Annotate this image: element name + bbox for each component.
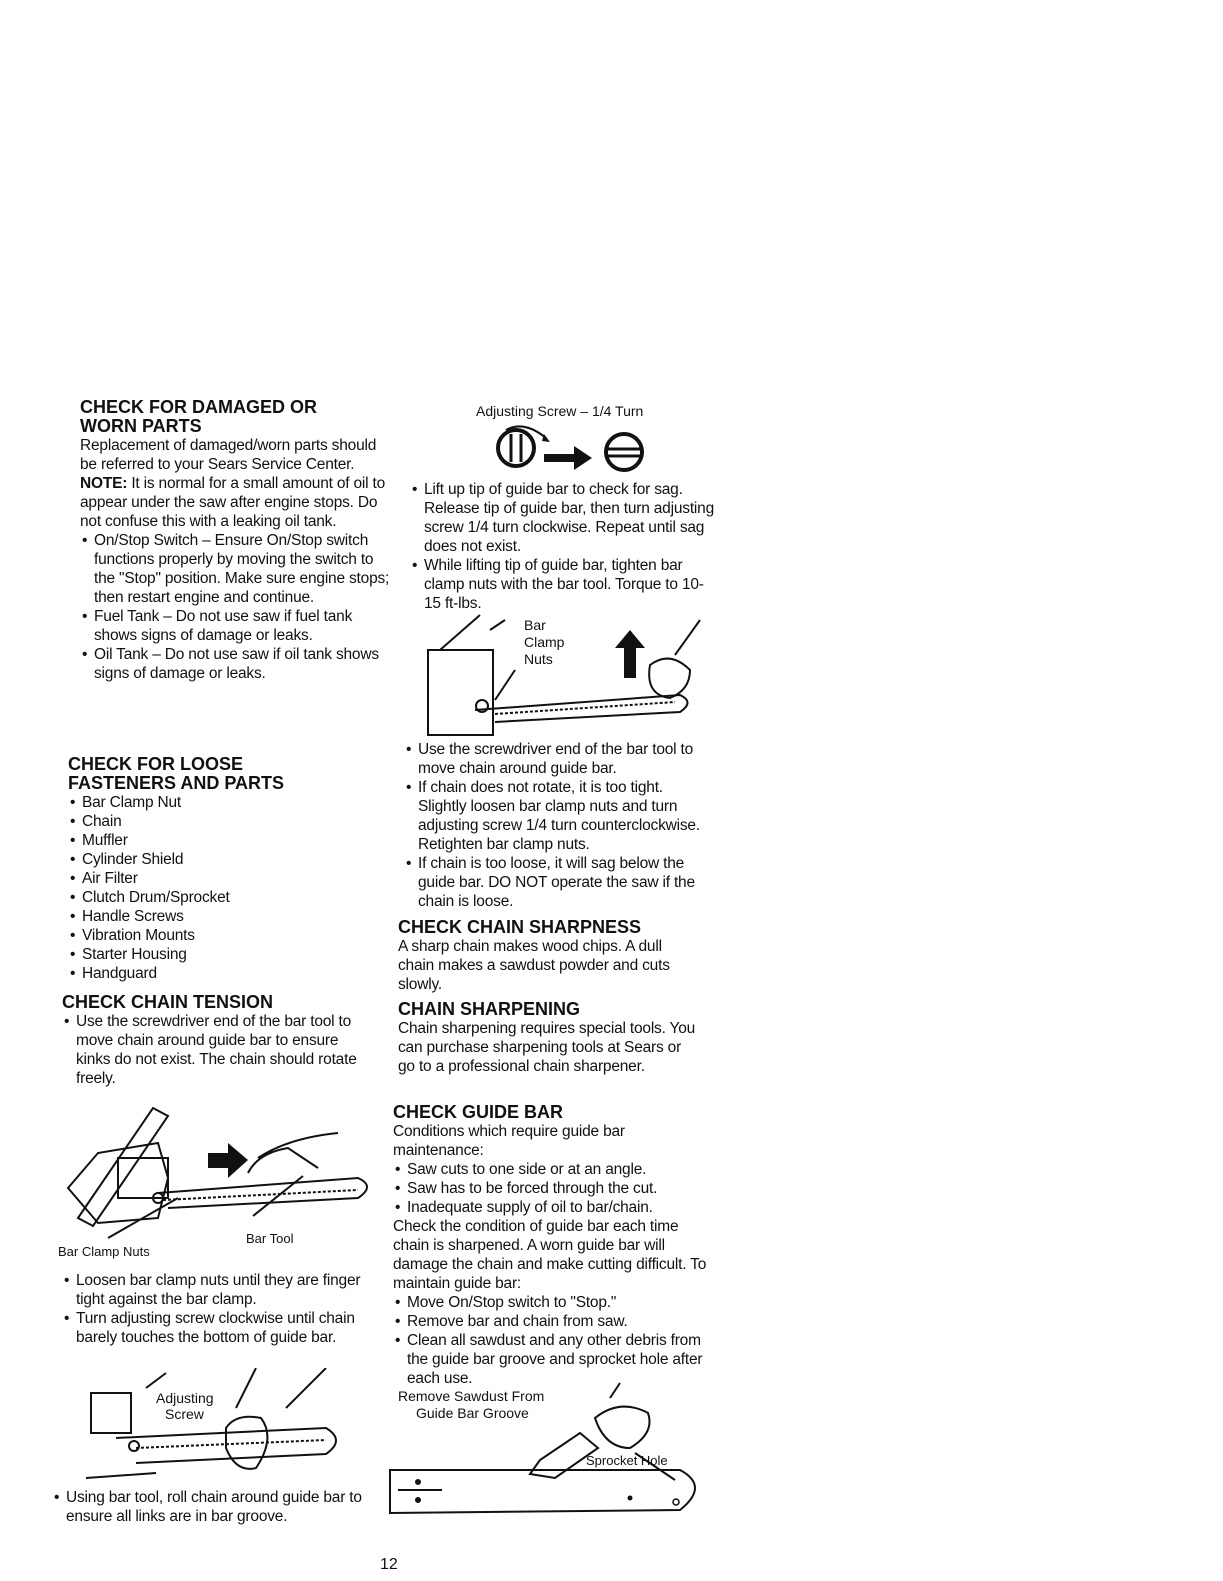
heading-sharpening: CHAIN SHARPENING bbox=[398, 999, 581, 1019]
heading-damaged-parts-2: WORN PARTS bbox=[80, 416, 202, 436]
list-item: • Air Filter bbox=[68, 869, 378, 888]
tension-list-3 bbox=[52, 1488, 382, 1526]
list-item: • Fuel Tank – Do not use saw if fuel tank shows signs of damage or leaks. bbox=[80, 607, 390, 645]
bar-tool-label: Bar Tool bbox=[246, 1231, 294, 1246]
guidebar-text: Check the condition of guide bar each time chain is sharpened. A worn guide bar will damage the chain and make cutting difficult. To maintain guide bar: bbox=[393, 1218, 707, 1292]
list-item: • Remove bar and chain from saw. bbox=[393, 1312, 713, 1331]
sharpness-text: A sharp chain makes wood chips. A dull chain makes a sawdust powder and cuts slowly. bbox=[398, 938, 670, 993]
adjusting-label: Adjusting bbox=[156, 1390, 214, 1406]
sprocket-hole-label: Sprocket Hole bbox=[586, 1453, 668, 1468]
sharpening-text: Chain sharpening requires special tools. You can purchase sharpening tools at Sears or go to a professional chain sharpener. bbox=[398, 1020, 696, 1075]
damaged-intro: Replacement of damaged/worn parts should be referred to your Sears Service Center. bbox=[80, 437, 377, 473]
list-item: • Use the screwdriver end of the bar tool to move chain around guide bar to ensure kinks do not exist. The chain should rotate freely. bbox=[62, 1012, 372, 1088]
tension-section bbox=[62, 993, 372, 1088]
tension-list-1 bbox=[62, 1012, 372, 1088]
list-item: • Turn adjusting screw clockwise until chain barely touches the bottom of guide bar. bbox=[62, 1309, 372, 1347]
heading-tension: CHECK CHAIN TENSION bbox=[62, 992, 274, 1012]
rotate-list bbox=[404, 740, 714, 911]
list-item: • While lifting tip of guide bar, tighten bar clamp nuts with the bar tool. Torque to 10-15 ft-lbs. bbox=[410, 556, 720, 613]
list-item: • If chain does not rotate, it is too tight. Slightly loosen bar clamp nuts and turn adjusting screw 1/4 turn counterclockwise. Retighten bar clamp nuts. bbox=[404, 778, 714, 854]
list-item: • If chain is too loose, it will sag below the guide bar. DO NOT operate the saw if the chain is loose. bbox=[404, 854, 714, 911]
note-text: It is normal for a small amount of oil to appear under the saw after engine stops. Do not confuse this with a leaking oil tank. bbox=[80, 475, 386, 530]
bar-clamp-nuts-label: Bar Clamp Nuts bbox=[58, 1244, 150, 1259]
guidebar-section bbox=[393, 1103, 713, 1388]
list-item: • Use the screwdriver end of the bar tool to move chain around guide bar. bbox=[404, 740, 714, 778]
list-item: • Inadequate supply of oil to bar/chain. bbox=[393, 1198, 713, 1217]
heading-loose-2: FASTENERS AND PARTS bbox=[68, 773, 285, 793]
heading-sharpness: CHECK CHAIN SHARPNESS bbox=[398, 917, 642, 937]
sharpness-section bbox=[398, 918, 698, 994]
note-label: NOTE: bbox=[80, 475, 128, 492]
quarter-turn-icon bbox=[494, 424, 664, 474]
nuts-label: Nuts bbox=[524, 651, 553, 667]
list-item: • Clutch Drum/Sprocket bbox=[68, 888, 378, 907]
screw-label: Screw bbox=[165, 1406, 204, 1422]
list-item: • On/Stop Switch – Ensure On/Stop switch functions properly by moving the switch to the "Stop" position. Make sure engine stops; then restart engine and continue. bbox=[80, 531, 390, 607]
note-paragraph bbox=[80, 474, 390, 531]
adjusting-screw-figure bbox=[86, 1368, 356, 1483]
list-item: • Clean all sawdust and any other debris from the guide bar groove and sprocket hole after each use. bbox=[393, 1331, 713, 1388]
list-item: • Saw has to be forced through the cut. bbox=[393, 1179, 713, 1198]
damaged-list bbox=[80, 531, 390, 683]
left-column bbox=[80, 398, 390, 683]
remove-sawdust-label-1: Remove Sawdust From bbox=[398, 1388, 545, 1404]
list-item: • Cylinder Shield bbox=[68, 850, 378, 869]
bar-label: Bar bbox=[524, 617, 546, 633]
adjusting-screw-caption: Adjusting Screw – 1/4 Turn bbox=[476, 403, 644, 419]
guidebar-intro: Conditions which require guide bar maintenance: bbox=[393, 1123, 625, 1159]
list-item: • Bar Clamp Nut bbox=[68, 793, 378, 812]
list-item: • Handle Screws bbox=[68, 907, 378, 926]
sharpening-section bbox=[398, 1000, 698, 1076]
page-number: 12 bbox=[380, 1556, 398, 1573]
heading-loose-1: CHECK FOR LOOSE bbox=[68, 754, 244, 774]
list-item: • Muffler bbox=[68, 831, 378, 850]
list-item: • Vibration Mounts bbox=[68, 926, 378, 945]
loose-section bbox=[68, 755, 378, 983]
list-item: • Starter Housing bbox=[68, 945, 378, 964]
tension-final bbox=[52, 1488, 382, 1526]
list-item: • Using bar tool, roll chain around guide bar to ensure all links are in bar groove. bbox=[52, 1488, 382, 1526]
guide-bar-figure bbox=[380, 1378, 710, 1528]
bar-clamp-figure bbox=[420, 610, 710, 738]
list-item: • Chain bbox=[68, 812, 378, 831]
heading-guide-bar: CHECK GUIDE BAR bbox=[393, 1102, 564, 1122]
list-item: • Loosen bar clamp nuts until they are finger tight against the bar clamp. bbox=[62, 1271, 372, 1309]
heading-damaged-parts-1: CHECK FOR DAMAGED OR bbox=[80, 397, 317, 417]
tension-list-2 bbox=[62, 1271, 372, 1347]
list-item: • Handguard bbox=[68, 964, 378, 983]
list-item: • Lift up tip of guide bar to check for sag. Release tip of guide bar, then turn adjusting screw 1/4 turn clockwise. Repeat until sag does not exist. bbox=[410, 480, 720, 556]
remove-sawdust-label-2: Guide Bar Groove bbox=[416, 1405, 529, 1421]
right-top-list bbox=[410, 480, 720, 613]
guidebar-steps bbox=[393, 1293, 713, 1388]
right-mid-list bbox=[404, 740, 714, 911]
clamp-label: Clamp bbox=[524, 634, 565, 650]
bar-tool-figure bbox=[58, 1098, 378, 1248]
loose-list bbox=[68, 793, 378, 983]
list-item: • Saw cuts to one side or at an angle. bbox=[393, 1160, 713, 1179]
list-item: • Move On/Stop switch to "Stop." bbox=[393, 1293, 713, 1312]
lift-list bbox=[410, 480, 720, 613]
guidebar-conditions bbox=[393, 1160, 713, 1217]
list-item: • Oil Tank – Do not use saw if oil tank shows signs of damage or leaks. bbox=[80, 645, 390, 683]
tension-steps bbox=[62, 1271, 372, 1347]
